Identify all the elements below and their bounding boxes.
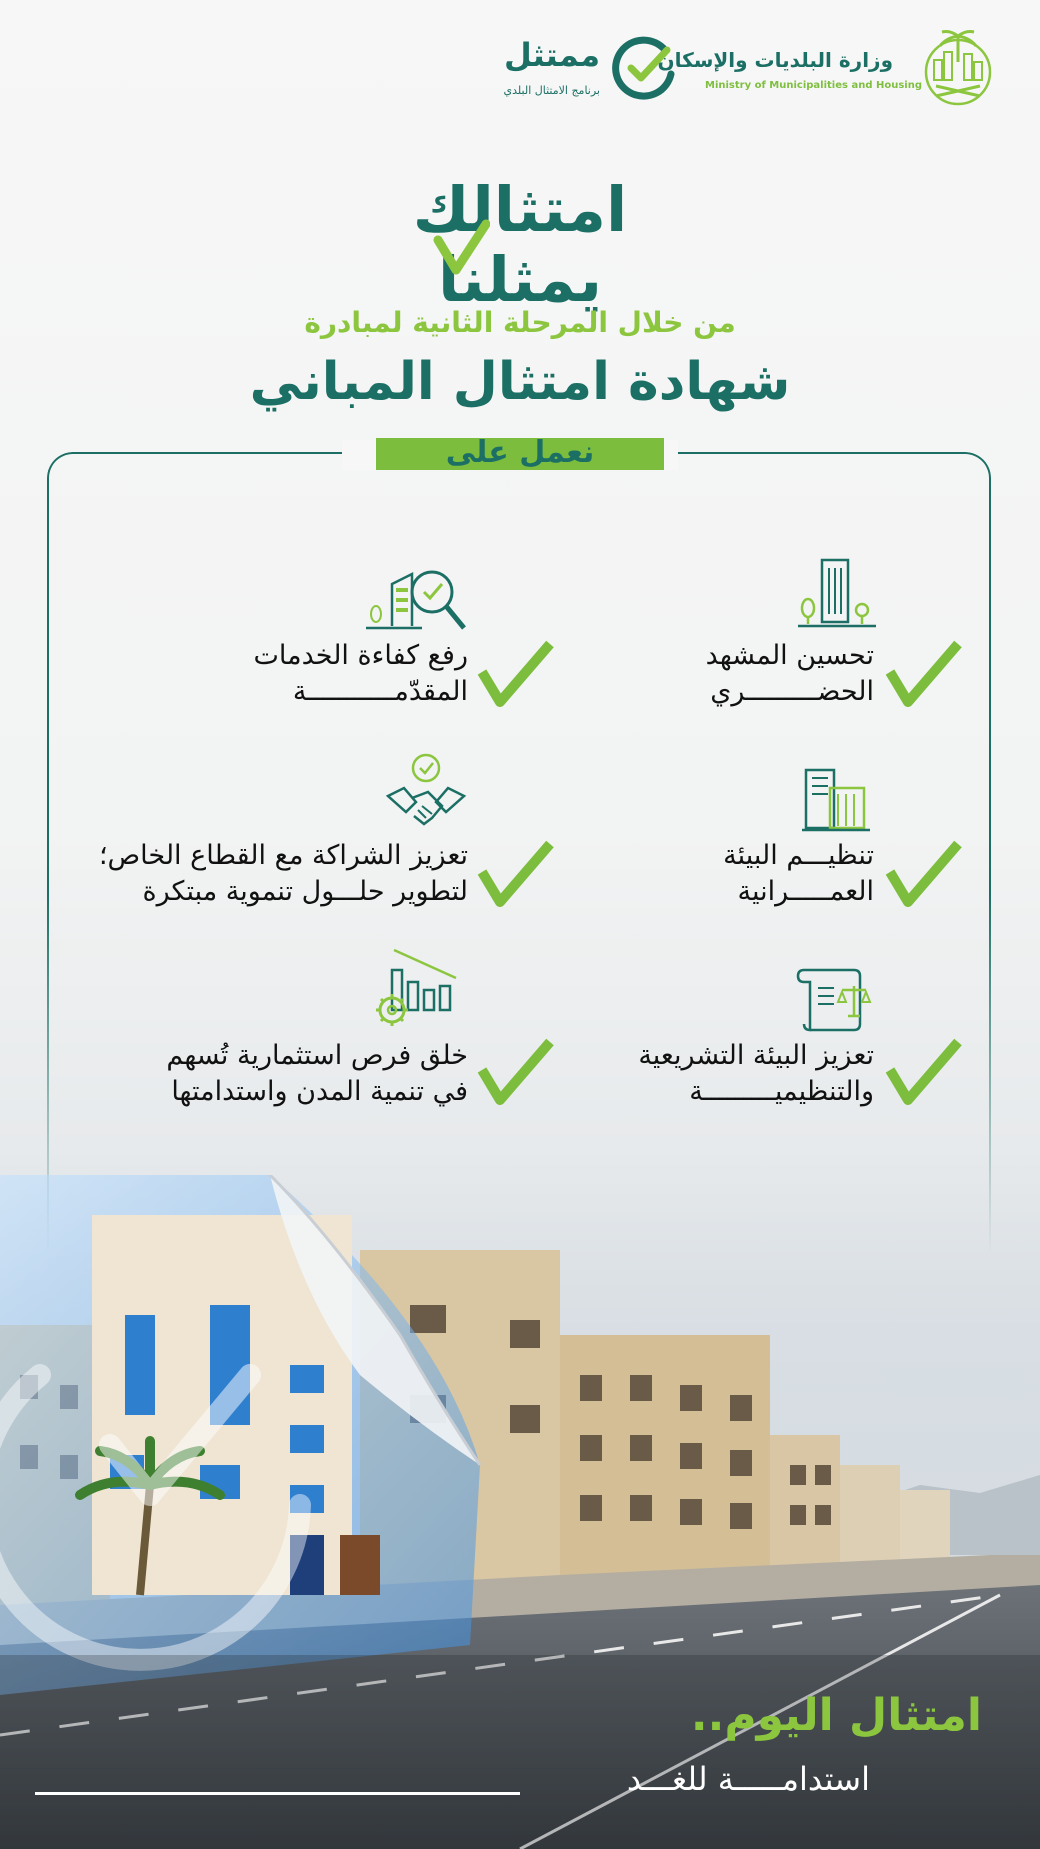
banner [376,435,664,470]
mumtathil-logo-icon [607,30,679,102]
scroll-scales-icon [794,964,878,1036]
item-3-text [723,838,874,910]
slogan [330,175,710,315]
ministry-name-ar: وزارة البلديات والإسكان [657,48,893,72]
ministry-emblem-icon [912,22,1004,106]
check-icon [476,638,556,708]
footer-subtitle: استدامـــــة للغـــد [626,1760,870,1798]
slogan-line-1: امتثالك [412,173,628,246]
item-2-line-1: رفع كفاءة الخدمات [253,640,468,671]
item-5-line-1: تعزيز البيئة التشريعية [638,1040,874,1071]
header [0,0,1040,130]
item-6-line-1: خلق فرص استثمارية تُسهم [166,1040,468,1071]
item-5-text [638,1038,874,1110]
slogan-check-icon [430,218,490,278]
page-title: شهادة امتثال المباني [249,352,791,412]
footer-divider [35,1792,520,1795]
banner-label: نعمل على [445,435,595,470]
item-6-text [166,1038,468,1110]
item-3-line-1: تنظيـــم البيئة [723,840,874,871]
item-4-line-1: تعزيز الشراكة مع القطاع الخاص؛ [98,840,468,871]
item-2-line-2: المقدّمـــــــــــة [292,676,468,707]
item-1-line-2: الحضـــــــــري [710,676,874,707]
street-photo [0,1175,1040,1849]
check-icon [884,638,964,708]
handshake-check-icon [384,752,468,838]
item-5-line-2: والتنظيميـــــــــة [689,1076,874,1107]
item-6-line-2: في تنمية المدن واستدامتها [171,1076,468,1107]
check-icon [884,1036,964,1106]
footer-title: امتثال اليوم.. [690,1690,982,1741]
item-3-line-2: العمـــــرانية [737,876,874,907]
building-trees-icon [794,556,880,632]
item-1-line-1: تحسين المشهد [705,640,874,671]
item-2-text [254,638,469,710]
intro-text: من خلال المرحلة الثانية لمبادرة [304,306,736,339]
check-icon [884,838,964,908]
slogan-line-2: يمثلنا [437,243,603,316]
check-icon [476,838,556,908]
item-4-text [99,838,468,910]
item-1-text [706,638,874,710]
item-4-line-2: لتطوير حلـــول تنموية مبتكرة [142,876,468,907]
check-icon [476,1036,556,1106]
city-buildings-icon [800,764,872,836]
building-magnifier-check-icon [362,562,472,640]
gear-growth-chart-icon [368,946,468,1038]
program-subtitle: برنامج الامتثال البلدي [503,84,600,97]
ministry-name-en: Ministry of Municipalities and Housing [705,80,922,91]
program-name: ممتثل [504,36,600,74]
